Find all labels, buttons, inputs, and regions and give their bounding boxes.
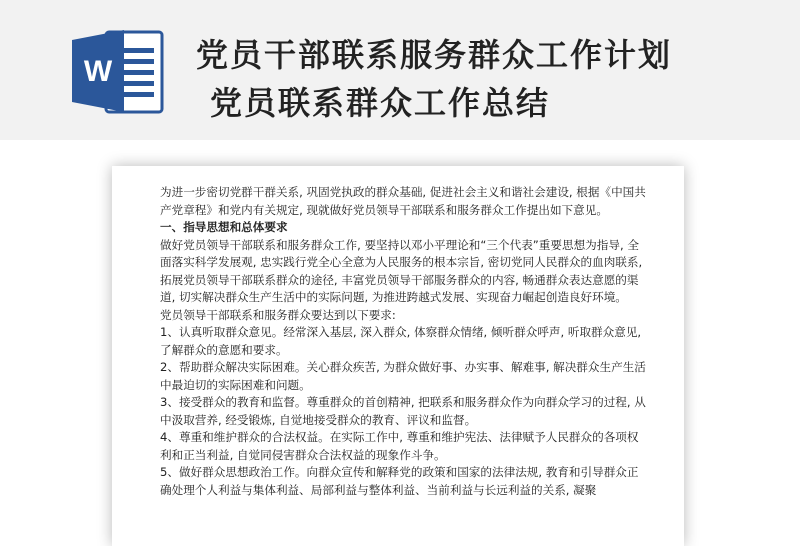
list-item-1: 1、认真听取群众意见。经常深入基层, 深入群众, 体察群众情绪, 倾听群众呼声, 听取群众意见, 了解群众的意愿和要求。 — [160, 325, 642, 357]
section-heading: 一、指导思想和总体要求 — [160, 220, 288, 234]
list-item-4: 4、尊重和维护群众的合法权益。在实际工作中, 尊重和维护宪法、法律赋予人民群众的各项权利和正当利益, 自觉同侵害群众合法权益的现象作斗争。 — [160, 430, 639, 462]
page-title-line-2: 党员联系群众工作总结 — [210, 84, 551, 122]
paragraph-requirements: 党员领导干部联系和服务群众要达到以下要求: — [160, 307, 396, 322]
svg-text:W: W — [83, 55, 113, 88]
list-item-5: 5、做好群众思想政治工作。向群众宣传和解释党的政策和国家的法律法规, 教育和引导群众正确处理个人利益与集体利益、局部利益与整体利益、当前利益与长远利益的关系, 凝聚 — [160, 465, 639, 497]
page-title-line-1: 党员干部联系服务群众工作计划 — [196, 36, 673, 74]
paragraph-intro: 为进一步密切党群干群关系, 巩固党执政的群众基础, 促进社会主义和谐社会建设, 根据《中国共产党章程》和党内有关规定, 现就做好党员领导干部联系和服务群众工作提出如下意见。 — [160, 185, 646, 217]
list-item-2: 2、帮助群众解决实际困难。关心群众疾苦, 为群众做好事、办实事、解难事, 解决群众生产生活中最迫切的实际困难和问题。 — [160, 360, 646, 392]
document-body — [160, 184, 648, 499]
paragraph-guiding: 做好党员领导干部联系和服务群众工作, 要坚持以邓小平理论和“三个代表”重要思想为指导, 全面落实科学发展观, 忠实践行党全心全意为人民服务的根本宗旨, 密切党同人民群众的血肉联系, 拓展党员领导干部联系群众的途径, 丰富党员领导干部服务群众的内容, 畅通群众表达意愿的渠道, 切实解决群众生产生活中的实际问题, 为推进跨越式发展、实现奋力崛起创造良好环境。 — [160, 237, 643, 304]
word-icon — [72, 26, 164, 116]
header-banner — [0, 0, 800, 140]
document-page — [112, 166, 684, 546]
list-item-3: 3、接受群众的教育和监督。尊重群众的首创精神, 把联系和服务群众作为向群众学习的过程, 从中汲取营养, 经受锻炼, 自觉地接受群众的教育、评议和监督。 — [160, 395, 646, 427]
